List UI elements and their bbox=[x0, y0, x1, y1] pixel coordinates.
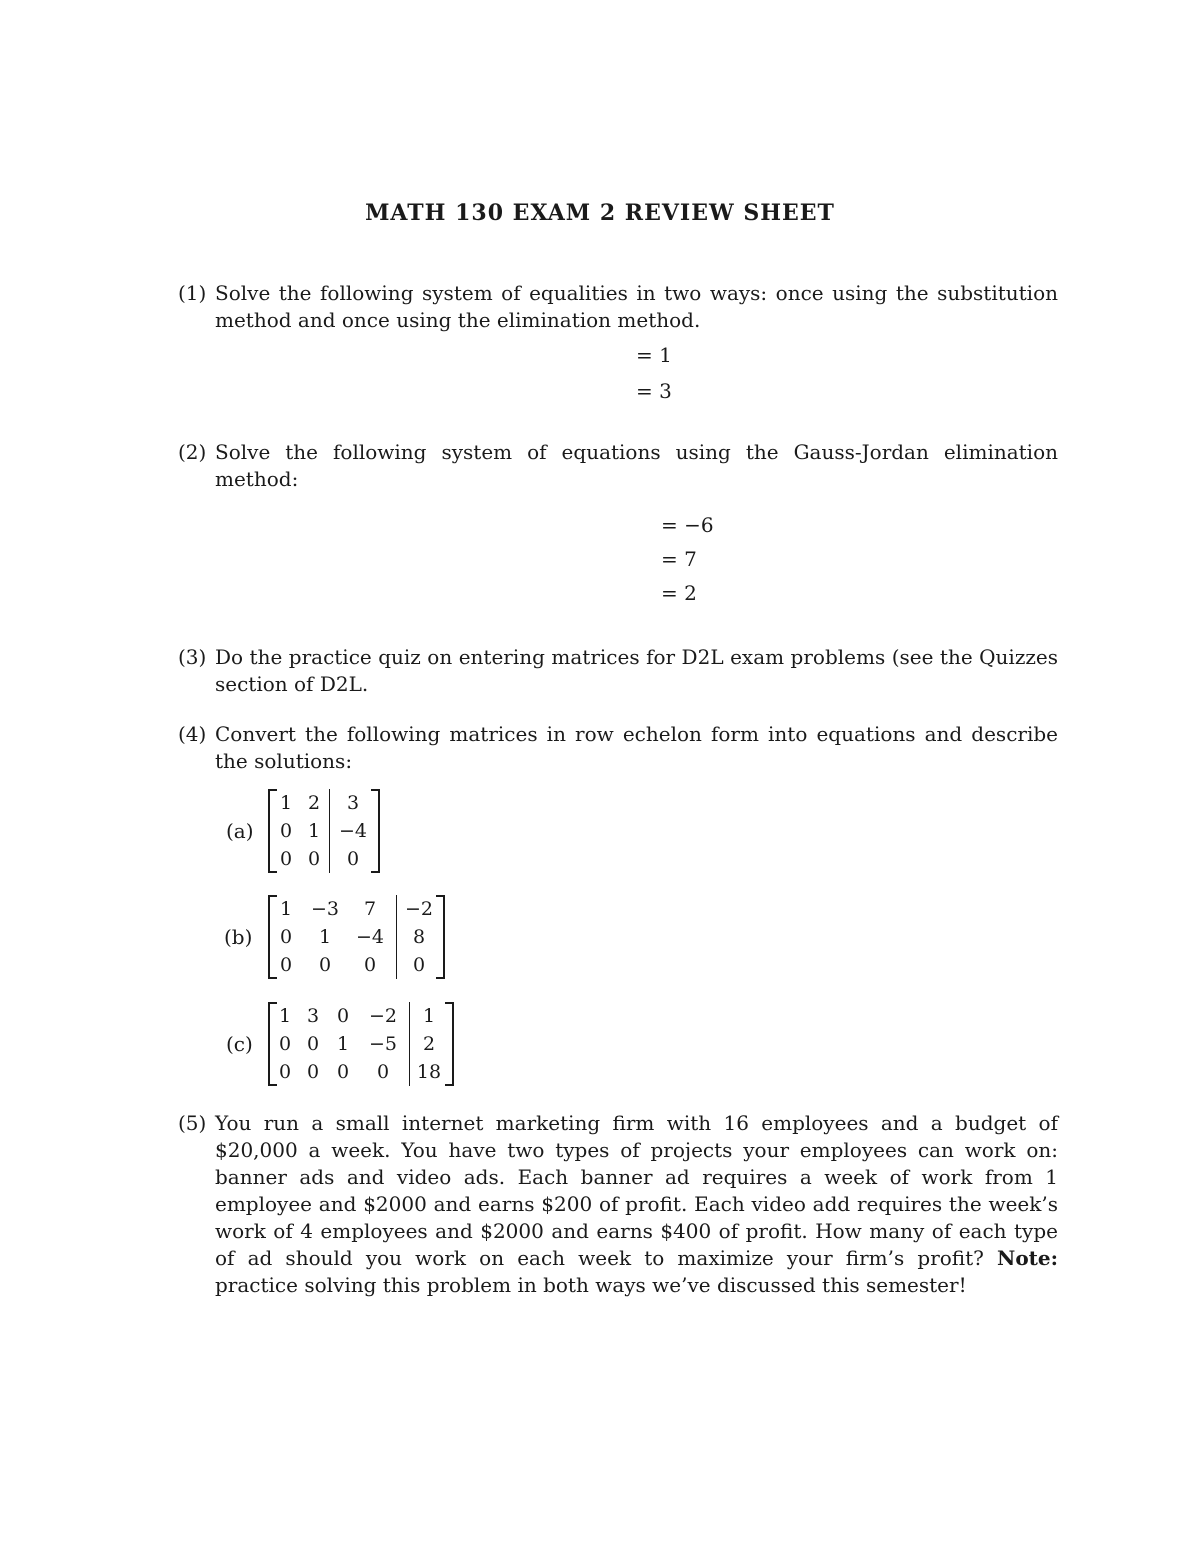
matrix-cell: 0 bbox=[336, 1061, 350, 1083]
page-title: MATH 130 EXAM 2 REVIEW SHEET bbox=[365, 200, 835, 226]
matrix-cell: 18 bbox=[416, 1061, 442, 1083]
matrix-cell: 1 bbox=[307, 820, 321, 842]
augmented-matrix bbox=[268, 895, 445, 979]
matrix-cell: 0 bbox=[363, 954, 377, 976]
augment-bar bbox=[409, 1002, 410, 1086]
problem-number: (3) bbox=[178, 645, 207, 669]
problem-3 bbox=[178, 644, 1058, 698]
matrix-label: (a) bbox=[226, 819, 254, 843]
matrix-cell: 7 bbox=[363, 898, 377, 920]
matrix-cell: 2 bbox=[422, 1033, 436, 1055]
problem-number: (4) bbox=[178, 722, 207, 746]
right-bracket bbox=[445, 1002, 454, 1086]
problem-5 bbox=[178, 1110, 1058, 1299]
augmented-matrix bbox=[268, 1002, 454, 1086]
problem-2 bbox=[178, 439, 1058, 493]
matrix-cell: −2 bbox=[404, 898, 433, 920]
matrix-cell: 3 bbox=[346, 792, 360, 814]
matrix-cell: 0 bbox=[336, 1005, 350, 1027]
augmented-matrix bbox=[268, 789, 380, 873]
problem-text: Convert the following matrices in row echelon form into equations and describe the solutions: bbox=[215, 722, 1058, 773]
augment-bar bbox=[396, 895, 397, 979]
matrix-cell: 0 bbox=[279, 954, 293, 976]
note-text: practice solving this problem in both ways we’ve discussed this semester! bbox=[215, 1273, 967, 1297]
matrix-cell: 0 bbox=[279, 926, 293, 948]
problem-4 bbox=[178, 721, 1058, 775]
matrix-cell: −5 bbox=[368, 1033, 397, 1055]
matrix-cell: 0 bbox=[306, 1033, 320, 1055]
right-bracket bbox=[436, 895, 445, 979]
problem-text: Solve the following system of equalities in two ways: once using the substitution method and once using the elimination method. bbox=[215, 281, 1058, 332]
matrix-cell: 3 bbox=[306, 1005, 320, 1027]
matrix-cell: 1 bbox=[279, 792, 293, 814]
matrix-label: (c) bbox=[226, 1032, 253, 1056]
matrix-cell: 1 bbox=[336, 1033, 350, 1055]
matrix-cell: 8 bbox=[412, 926, 426, 948]
matrix-cell: 0 bbox=[318, 954, 332, 976]
matrix-cell: −2 bbox=[368, 1005, 397, 1027]
matrix-cell: 0 bbox=[346, 848, 360, 870]
problem-1 bbox=[178, 280, 1058, 334]
equation-rhs: = −6 bbox=[661, 513, 714, 537]
matrix-cell: 0 bbox=[412, 954, 426, 976]
matrix-cell: 1 bbox=[278, 1005, 292, 1027]
matrix-cell: 0 bbox=[307, 848, 321, 870]
problem-number: (1) bbox=[178, 281, 207, 305]
matrix-cell: −4 bbox=[355, 926, 384, 948]
equation-rhs: = 7 bbox=[661, 547, 697, 571]
matrix-cell: 1 bbox=[279, 898, 293, 920]
right-bracket bbox=[371, 789, 380, 873]
problem-text-block bbox=[215, 1110, 1058, 1299]
equation-rhs: = 2 bbox=[661, 581, 697, 605]
note-label: Note: bbox=[997, 1246, 1059, 1270]
equation-rhs: = 1 bbox=[636, 343, 672, 367]
problem-number: (2) bbox=[178, 440, 207, 464]
problem-text: Solve the following system of equations using the Gauss-Jordan elimination method: bbox=[215, 440, 1058, 491]
problem-text: Do the practice quiz on entering matrices for D2L exam problems (see the Quizzes section of D2L. bbox=[215, 645, 1058, 696]
matrix-cell: 0 bbox=[306, 1061, 320, 1083]
matrix-cell: 1 bbox=[422, 1005, 436, 1027]
matrix-cell: −3 bbox=[310, 898, 339, 920]
matrix-cell: 0 bbox=[279, 820, 293, 842]
matrix-cell: 0 bbox=[376, 1061, 390, 1083]
matrix-cell: 2 bbox=[307, 792, 321, 814]
matrix-cell: 0 bbox=[279, 848, 293, 870]
matrix-cell: 1 bbox=[318, 926, 332, 948]
matrix-cell: 0 bbox=[278, 1033, 292, 1055]
equation-rhs: = 3 bbox=[636, 379, 672, 403]
matrix-cell: −4 bbox=[338, 820, 367, 842]
matrix-label: (b) bbox=[224, 925, 253, 949]
augment-bar bbox=[329, 789, 330, 873]
problem-number: (5) bbox=[178, 1111, 207, 1135]
matrix-cell: 0 bbox=[278, 1061, 292, 1083]
problem-text: You run a small internet marketing firm with 16 employees and a budget of $20,000 a week. You have two types of projects your employees can work on: banner ads and video ads. Each banner ad requires a week of work from 1 employee and $2000 and earns $200 of profit. Each video add requires the week’s work of 4 employees and $2000 and earns $400 of profit. How many of each type of ad should you work on each week to maximize your firm’s profit? bbox=[215, 1111, 1058, 1270]
